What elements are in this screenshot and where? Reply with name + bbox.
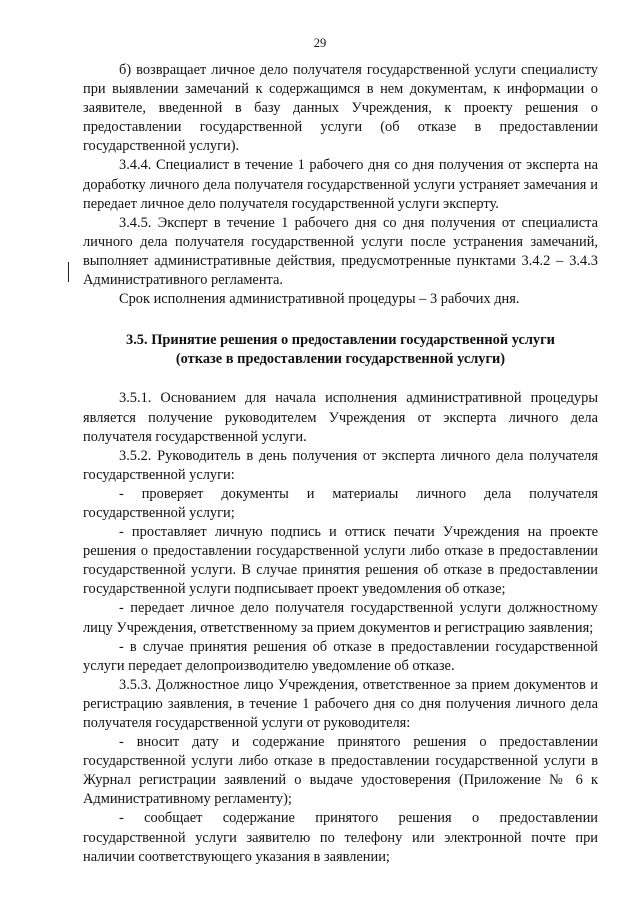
paragraph-item-b: б) возвращает личное дело получателя государственной услуги специалисту при выявлении замечаний к содержащимся в нем документам, к информации о заявителе, введенной в базу данных Учреждения, к проекту решения о предоставлении государственной услуги (об отказе в предоставлении государственной услуги). xyxy=(83,62,598,155)
paragraph-3-5-3: 3.5.3. Должностное лицо Учреждения, ответственное за прием документов и регистрацию заявления, в течение 1 рабочего дня со дня получения личного дела получателя государственной услуги от руководителя: xyxy=(83,676,598,731)
page-number: 29 xyxy=(313,36,327,50)
list-item-notify-applicant: - сообщает содержание принятого решения о предоставлении государственной услуги заявителю по телефону или электронной почте при наличии соответствующего указания в заявлении; xyxy=(83,810,598,865)
section-heading-line-1: 3.5. Принятие решения о предоставлении государственной услуги xyxy=(126,332,555,349)
list-item-refusal-notice: - в случае принятия решения об отказе в предоставлении государственной услуги передает делопроизводителю уведомление об отказе. xyxy=(83,638,598,674)
list-item-sign-and-stamp: - проставляет личную подпись и оттиск печати Учреждения на проекте решения о предоставлении государственной услуги либо отказе в предоставлении государственной услуги. В случае принятия решения об отказе в предоставлении государственной услуги подписывает проект уведомления об отказе; xyxy=(83,524,598,598)
paragraph-deadline: Срок исполнения административной процедуры – 3 рабочих дня. xyxy=(119,291,520,308)
paragraph-3-5-1: 3.5.1. Основанием для начала исполнения административной процедуры является получение руководителем Учреждения от эксперта личного дела получателя государственной услуги. xyxy=(83,390,598,445)
revision-bar xyxy=(68,262,69,282)
list-item-register-decision: - вносит дату и содержание принятого решения о предоставлении государственной услуги либо отказе в предоставлении государственной услуги в Журнал регистрации заявлений о выдаче удостоверения (Приложение № 6 к Административному регламенту); xyxy=(83,734,598,808)
paragraph-3-4-4: 3.4.4. Специалист в течение 1 рабочего дня со дня получения от эксперта на доработку личного дела получателя государственной услуги устраняет замечания и передает личное дело получателя государственной услуги эксперту. xyxy=(83,157,598,212)
section-heading-line-2: (отказе в предоставлении государственной услуги) xyxy=(175,351,506,368)
list-item-transfer-file: - передает личное дело получателя государственной услуги должностному лицу Учреждения, ответственному за прием документов и регистрацию заявления; xyxy=(83,600,598,636)
document-body xyxy=(83,61,598,867)
paragraph-3-4-5: 3.4.5. Эксперт в течение 1 рабочего дня со дня получения от специалиста личного дела получателя государственной услуги после устранения замечаний, выполняет административные действия, предусмотренные пунктами 3.4.2 – 3.4.3 Административного регламента. xyxy=(83,214,598,289)
paragraph-3-5-2: 3.5.2. Руководитель в день получения от эксперта личного дела получателя государственной услуги: xyxy=(83,447,598,483)
section-heading xyxy=(83,331,598,369)
list-item-check-documents: - проверяет документы и материалы личного дела получателя государственной услуги; xyxy=(83,485,598,521)
